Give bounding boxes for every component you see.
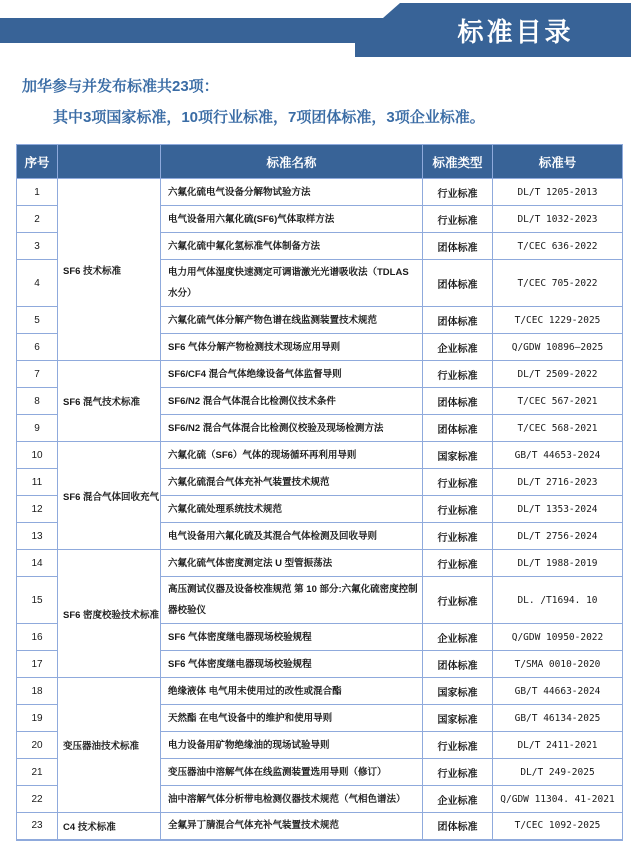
table-row (17, 550, 623, 577)
standard-name-cell: 电力用气体湿度快速测定可调谐激光光谱吸收法（TDLAS 水分） (161, 260, 423, 307)
col-header-no: 序号 (17, 145, 58, 179)
standard-code-cell: GB/T 44653-2024 (493, 442, 623, 469)
standard-type-cell: 国家标准 (423, 705, 493, 732)
standard-type-cell: 行业标准 (423, 759, 493, 786)
standard-code-cell: DL/T 1032-2023 (493, 206, 623, 233)
table-row (17, 813, 623, 840)
standard-code-cell: T/CEC 636-2022 (493, 233, 623, 260)
row-no-cell: 13 (17, 523, 58, 550)
standard-code-cell: DL/T 249-2025 (493, 759, 623, 786)
row-no-cell: 8 (17, 388, 58, 415)
standard-code-cell: T/CEC 567-2021 (493, 388, 623, 415)
standard-code-cell: Q/GDW 10950-2022 (493, 624, 623, 651)
standard-code-cell: DL/T 2509-2022 (493, 361, 623, 388)
category-cell: 变压器油技术标准 (58, 678, 161, 813)
intro-block (0, 60, 631, 129)
standard-code-cell: GB/T 44663-2024 (493, 678, 623, 705)
standard-name-cell: SF6/N2 混合气体混合比检测仪技术条件 (161, 388, 423, 415)
standard-type-cell: 团体标准 (423, 415, 493, 442)
standard-name-cell: 六氟化硫（SF6）气体的现场循环再利用导则 (161, 442, 423, 469)
standard-name-cell: 绝缘液体 电气用未使用过的改性或混合酯 (161, 678, 423, 705)
standard-code-cell: DL/T 1205-2013 (493, 179, 623, 206)
standard-name-cell: 六氟化硫混合气体充补气装置技术规范 (161, 469, 423, 496)
standard-name-cell: 六氟化硫气体密度测定法 U 型管振荡法 (161, 550, 423, 577)
standard-name-cell: 电力设备用矿物绝缘油的现场试验导则 (161, 732, 423, 759)
standard-type-cell: 团体标准 (423, 260, 493, 307)
standard-name-cell: SF6 气体密度继电器现场校验规程 (161, 651, 423, 678)
standard-type-cell: 企业标准 (423, 786, 493, 813)
standard-code-cell: T/CEC 1229-2025 (493, 307, 623, 334)
standard-type-cell: 行业标准 (423, 179, 493, 206)
row-no-cell: 1 (17, 179, 58, 206)
table-body (17, 179, 623, 840)
standard-name-cell: 六氟化硫中氟化氢标准气体制备方法 (161, 233, 423, 260)
standard-code-cell: DL/T 2411-2021 (493, 732, 623, 759)
standard-type-cell: 行业标准 (423, 523, 493, 550)
standard-code-cell: T/SMA 0010-2020 (493, 651, 623, 678)
standard-code-cell: Q/GDW 11304. 41-2021 (493, 786, 623, 813)
row-no-cell: 18 (17, 678, 58, 705)
standard-type-cell: 团体标准 (423, 307, 493, 334)
col-header-code: 标准号 (493, 145, 623, 179)
standard-name-cell: 六氟化硫气体分解产物色谱在线监测装置技术规范 (161, 307, 423, 334)
page-title: 标准目录 (457, 16, 574, 47)
row-no-cell: 20 (17, 732, 58, 759)
row-no-cell: 3 (17, 233, 58, 260)
standards-table (16, 144, 623, 841)
standard-code-cell: DL/T 2756-2024 (493, 523, 623, 550)
row-no-cell: 14 (17, 550, 58, 577)
row-no-cell: 4 (17, 260, 58, 307)
standard-type-cell: 行业标准 (423, 577, 493, 624)
standard-code-cell: DL/T 2716-2023 (493, 469, 623, 496)
intro-line-total: 加华参与并发布标准共23项： (22, 78, 219, 95)
col-header-name: 标准名称 (161, 145, 423, 179)
col-header-category (58, 145, 161, 179)
standard-type-cell: 国家标准 (423, 678, 493, 705)
table-header (17, 145, 623, 179)
standard-type-cell: 团体标准 (423, 233, 493, 260)
standard-name-cell: 油中溶解气体分析带电检测仪器技术规范（气相色谱法） (161, 786, 423, 813)
standard-type-cell: 企业标准 (423, 334, 493, 361)
standard-name-cell: 六氟化硫电气设备分解物试验方法 (161, 179, 423, 206)
category-cell: SF6 技术标准 (58, 179, 161, 361)
row-no-cell: 11 (17, 469, 58, 496)
row-no-cell: 5 (17, 307, 58, 334)
standard-type-cell: 国家标准 (423, 442, 493, 469)
standard-type-cell: 团体标准 (423, 651, 493, 678)
standard-name-cell: 电气设备用六氟化硫(SF6)气体取样方法 (161, 206, 423, 233)
table-row (17, 361, 623, 388)
row-no-cell: 23 (17, 813, 58, 840)
row-no-cell: 10 (17, 442, 58, 469)
row-no-cell: 17 (17, 651, 58, 678)
row-no-cell: 9 (17, 415, 58, 442)
standard-code-cell: DL. /T1694. 10 (493, 577, 623, 624)
table-row (17, 678, 623, 705)
row-no-cell: 2 (17, 206, 58, 233)
row-no-cell: 7 (17, 361, 58, 388)
row-no-cell: 22 (17, 786, 58, 813)
row-no-cell: 15 (17, 577, 58, 624)
row-no-cell: 19 (17, 705, 58, 732)
category-cell: SF6 混合气体回收充气 (58, 442, 161, 550)
standard-code-cell: DL/T 1353-2024 (493, 496, 623, 523)
standard-name-cell: SF6 气体密度继电器现场校验规程 (161, 624, 423, 651)
standard-name-cell: 变压器油中溶解气体在线监测装置选用导则（修订） (161, 759, 423, 786)
row-no-cell: 6 (17, 334, 58, 361)
category-cell: C4 技术标准 (58, 813, 161, 840)
standard-name-cell: 电气设备用六氟化硫及其混合气体检测及回收导则 (161, 523, 423, 550)
standard-name-cell: SF6/N2 混合气体混合比检测仪校验及现场检测方法 (161, 415, 423, 442)
standard-name-cell: SF6/CF4 混合气体绝缘设备气体监督导则 (161, 361, 423, 388)
standard-type-cell: 行业标准 (423, 361, 493, 388)
standard-name-cell: 天然酯 在电气设备中的维护和使用导则 (161, 705, 423, 732)
standard-code-cell: GB/T 46134-2025 (493, 705, 623, 732)
standard-name-cell: 高压测试仪器及设备校准规范 第 10 部分:六氟化硫密度控制器校验仪 (161, 577, 423, 624)
standard-code-cell: DL/T 1988-2019 (493, 550, 623, 577)
standard-type-cell: 团体标准 (423, 813, 493, 840)
table-header-row (17, 145, 623, 179)
standard-name-cell: 全氟异丁腈混合气体充补气装置技术规范 (161, 813, 423, 840)
standard-type-cell: 行业标准 (423, 550, 493, 577)
banner (0, 0, 631, 60)
standard-type-cell: 团体标准 (423, 388, 493, 415)
standard-code-cell: T/CEC 568-2021 (493, 415, 623, 442)
standard-type-cell: 行业标准 (423, 732, 493, 759)
table-row (17, 442, 623, 469)
standard-name-cell: 六氟化硫处理系统技术规范 (161, 496, 423, 523)
standard-code-cell: T/CEC 705-2022 (493, 260, 623, 307)
standard-type-cell: 行业标准 (423, 469, 493, 496)
standard-name-cell: SF6 气体分解产物检测技术现场应用导则 (161, 334, 423, 361)
row-no-cell: 21 (17, 759, 58, 786)
standard-code-cell: T/CEC 1092-2025 (493, 813, 623, 840)
standard-type-cell: 企业标准 (423, 624, 493, 651)
col-header-type: 标准类型 (423, 145, 493, 179)
intro-line-breakdown: 其中3项国家标准，10项行业标准，7项团体标准，3项企业标准。 (53, 109, 485, 126)
row-no-cell: 12 (17, 496, 58, 523)
standard-type-cell: 行业标准 (423, 206, 493, 233)
category-cell: SF6 密度校验技术标准 (58, 550, 161, 678)
standard-code-cell: Q/GDW 10896—2025 (493, 334, 623, 361)
standard-type-cell: 行业标准 (423, 496, 493, 523)
table-row (17, 179, 623, 206)
category-cell: SF6 混气技术标准 (58, 361, 161, 442)
row-no-cell: 16 (17, 624, 58, 651)
